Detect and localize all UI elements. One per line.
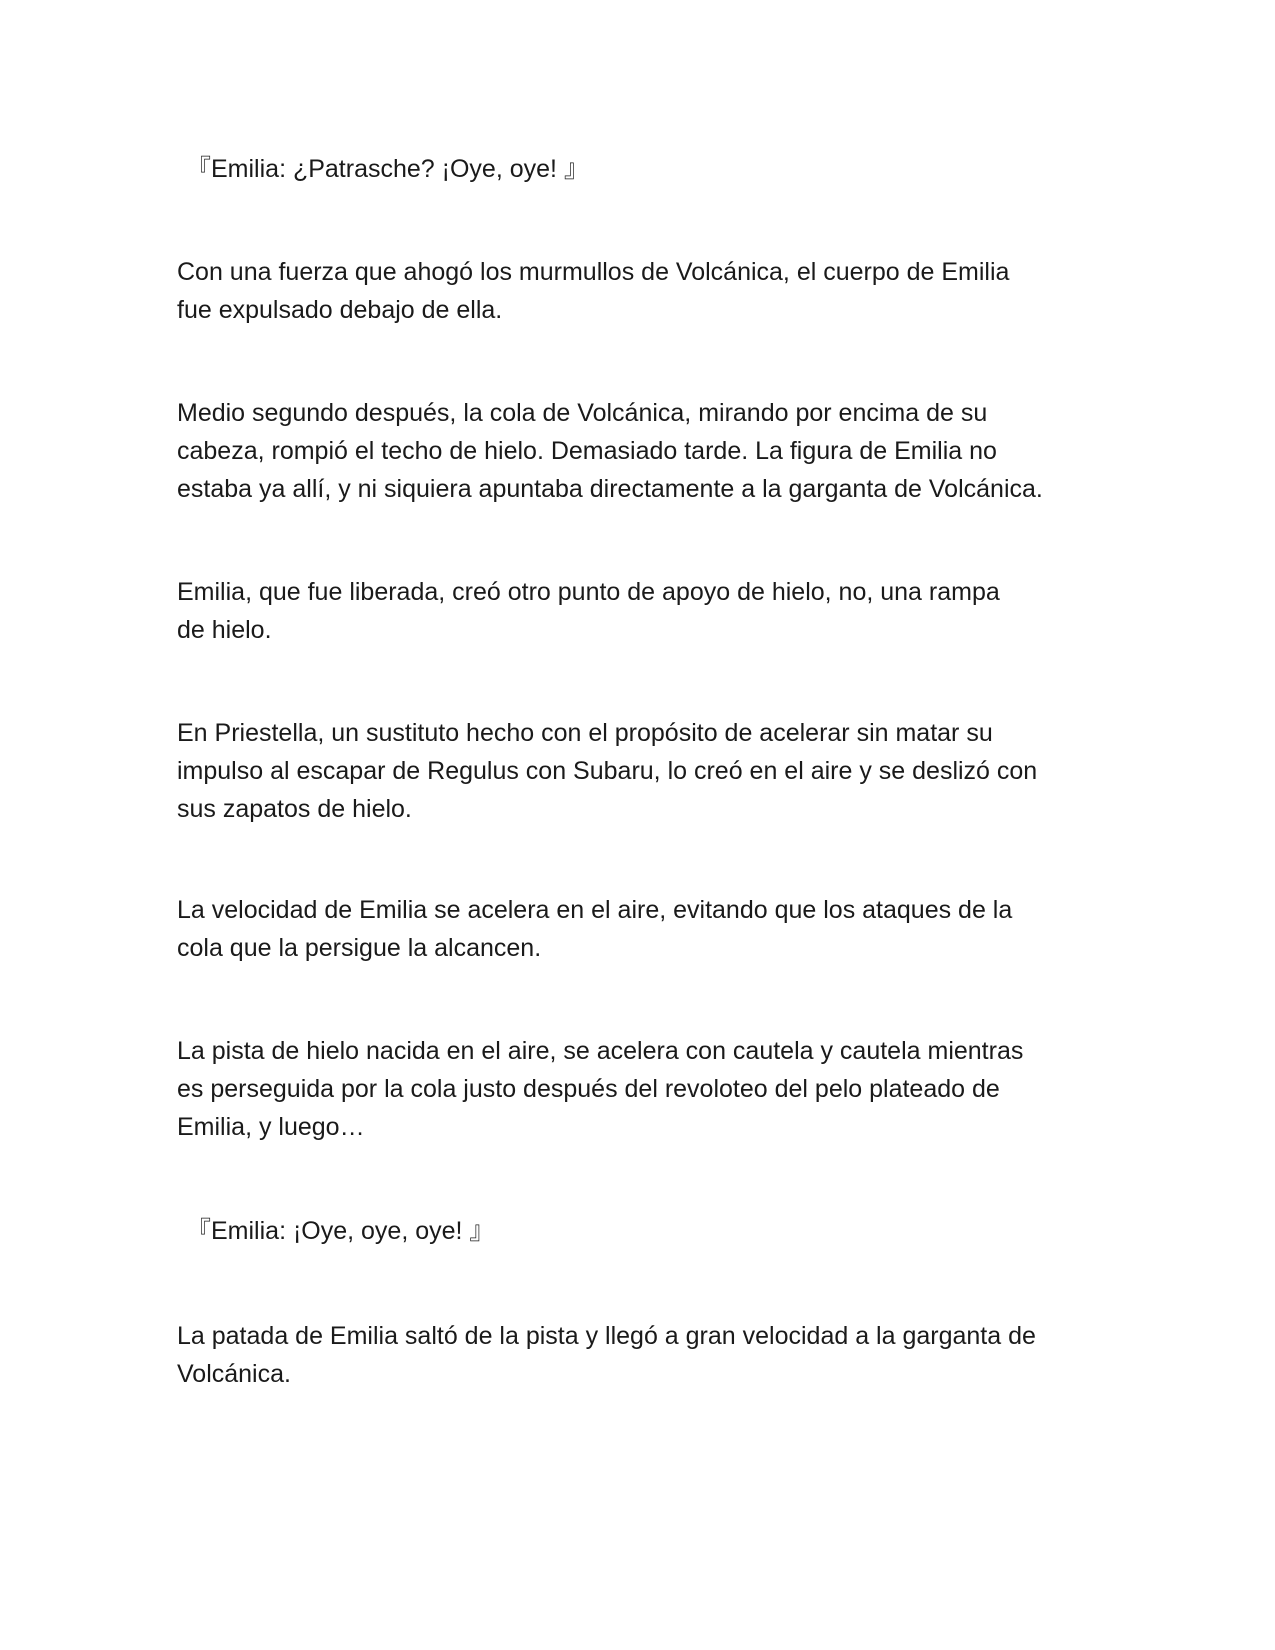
text-line: Con una fuerza que ahogó los murmullos de Volcánica, el cuerpo de Emilia [177, 258, 1010, 286]
text-line: Volcánica. [177, 1360, 291, 1388]
text-line: es perseguida por la cola justo después del revoloteo del pelo plateado de [177, 1075, 1000, 1103]
text-line: cola que la persigue la alcancen. [177, 934, 542, 962]
text-line: sus zapatos de hielo. [177, 795, 412, 823]
text-line: 『Emilia: ¡Oye, oye, oye! 』 [186, 1217, 495, 1245]
text-line: Emilia, que fue liberada, creó otro punto de apoyo de hielo, no, una rampa [177, 578, 1000, 606]
text-line: de hielo. [177, 616, 272, 644]
paragraph-7 [177, 1032, 1107, 1146]
text-line: Emilia, y luego… [177, 1113, 365, 1141]
paragraph-6 [177, 891, 1107, 967]
text-line: Medio segundo después, la cola de Volcánica, mirando por encima de su [177, 399, 988, 427]
text-line: estaba ya allí, y ni siquiera apuntaba directamente a la garganta de Volcánica. [177, 475, 1043, 503]
text-line: La pista de hielo nacida en el aire, se acelera con cautela y cautela mientras [177, 1037, 1024, 1065]
text-line: La patada de Emilia saltó de la pista y llegó a gran velocidad a la garganta de [177, 1322, 1036, 1350]
text-line: cabeza, rompió el techo de hielo. Demasiado tarde. La figura de Emilia no [177, 437, 997, 465]
dialogue-line-1 [186, 150, 1116, 188]
text-line: impulso al escapar de Regulus con Subaru, lo creó en el aire y se deslizó con [177, 757, 1038, 785]
text-line: 『Emilia: ¿Patrasche? ¡Oye, oye! 』 [186, 155, 589, 183]
paragraph-9 [177, 1317, 1107, 1393]
paragraph-5 [177, 714, 1107, 828]
text-line: La velocidad de Emilia se acelera en el aire, evitando que los ataques de la [177, 896, 1013, 924]
paragraph-2 [177, 253, 1107, 329]
text-line: En Priestella, un sustituto hecho con el propósito de acelerar sin matar su [177, 719, 993, 747]
dialogue-line-2 [186, 1212, 1116, 1250]
text-line: fue expulsado debajo de ella. [177, 296, 503, 324]
paragraph-4 [177, 573, 1107, 649]
paragraph-3 [177, 394, 1107, 508]
